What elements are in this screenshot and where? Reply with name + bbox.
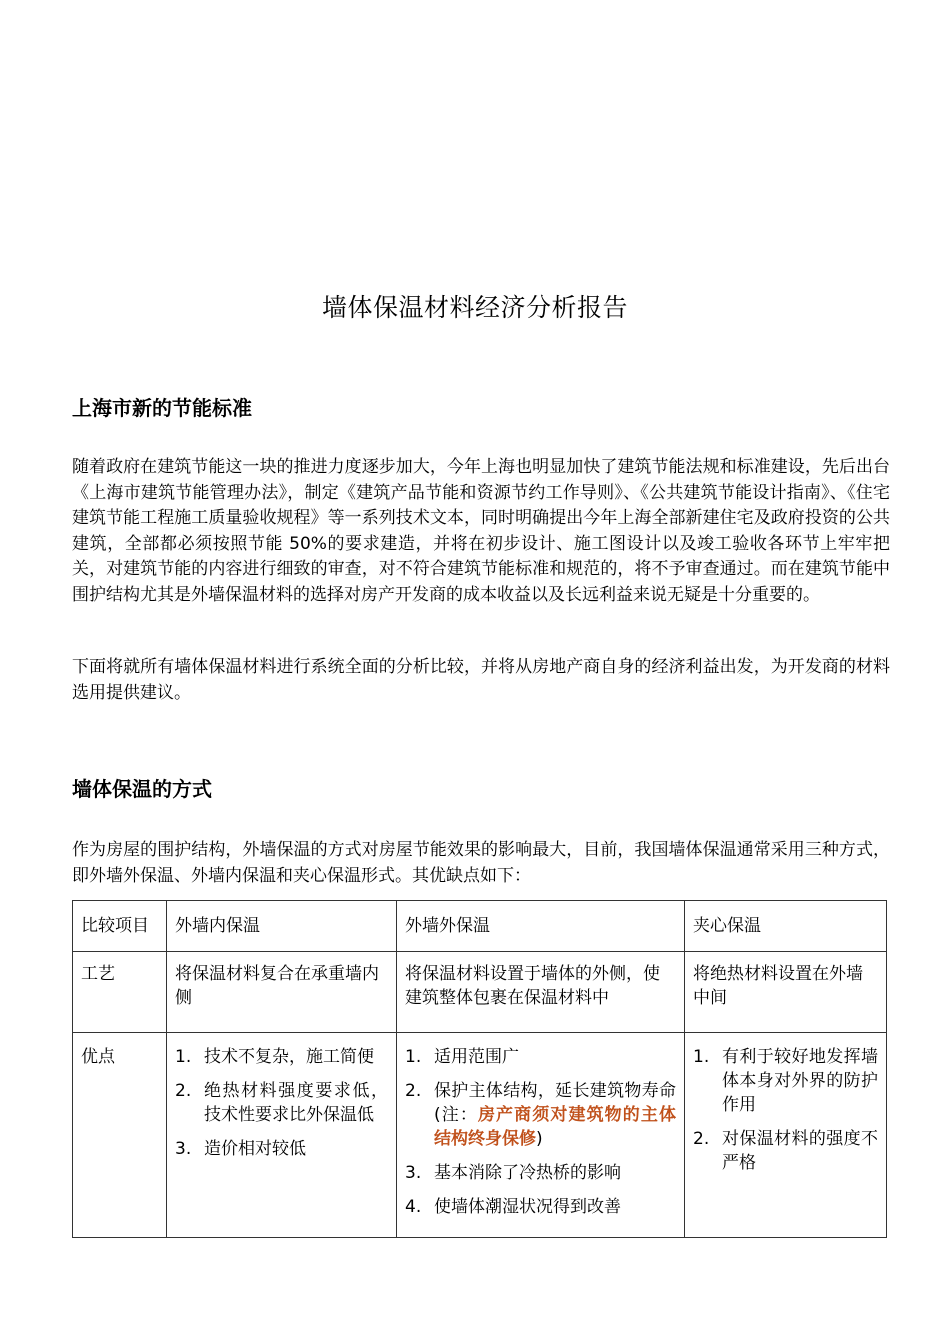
table-row-pros: [73, 1033, 887, 1238]
pros-list: [693, 1045, 878, 1175]
list-item: 4. 使墙体潮湿状况得到改善: [405, 1197, 621, 1217]
pros-list: [405, 1045, 676, 1219]
section-heading-energy-standard: 上海市新的节能标准: [72, 396, 252, 420]
comparison-table: [72, 900, 887, 1238]
header-cell: 外墙外保温: [397, 901, 685, 952]
list-item: 2. 保护主体结构，延长建筑物寿命(注：房产商须对建筑物的主体结构终身保修): [405, 1081, 676, 1149]
list-item: 1. 适用范围广: [405, 1047, 519, 1067]
paragraph-insulation-methods: 作为房屋的围护结构，外墙保温的方式对房屋节能效果的影响最大，目前，我国墙体保温通常采用三种方式，即外墙外保温、外墙内保温和夹心保温形式。其优缺点如下：: [72, 840, 890, 886]
header-cell: 夹心保温: [685, 901, 887, 952]
pros-list: [175, 1045, 388, 1161]
row-label: 优点: [73, 1033, 167, 1238]
cell-inner-pros: [167, 1033, 397, 1238]
page-title: 墙体保温材料经济分析报告: [321, 293, 628, 322]
paragraph-analysis-intro: 下面将就所有墙体保温材料进行系统全面的分析比较，并将从房地产商自身的经济利益出发，为开发商的材料选用提供建议。: [72, 657, 890, 703]
cell-sandwich-craft: 将绝热材料设置在外墙中间: [685, 952, 887, 1033]
list-item: 3. 造价相对较低: [175, 1139, 306, 1159]
list-item: 2. 对保温材料的强度不严格: [693, 1129, 878, 1173]
list-item: 1. 技术不复杂，施工简便: [175, 1047, 374, 1067]
table-row-craft: [73, 952, 887, 1033]
cell-outer-pros: [397, 1033, 685, 1238]
row-label: 工艺: [73, 952, 167, 1033]
paragraph-energy-standard: 随着政府在建筑节能这一块的推进力度逐步加大，今年上海也明显加快了建筑节能法规和标准建设，先后出台《上海市建筑节能管理办法》，制定《建筑产品节能和资源节约工作导则》、《公共建筑节能设计指南》、《住宅建筑节能工程施工质量验收规程》等一系列技术文本，同时明确提出今年上海全部新建住宅及政府投资的公共建筑，全部都必须按照节能 50%的要求建造，并将在初步设计、施工图设计以及竣工验收各环节上牢牢把关，对建筑节能的内容进行细致的审查，对不符合建筑节能标准和规范的，将不予审查通过。而在建筑节能中围护结构尤其是外墙保温材料的选择对房产开发商的成本收益以及长远利益来说无疑是十分重要的。: [72, 457, 890, 605]
header-cell: 比较项目: [73, 901, 167, 952]
table-header-row: [73, 901, 887, 952]
section-heading-insulation-methods: 墙体保温的方式: [72, 777, 212, 801]
highlight-note: 房产商须对建筑物的主体结构终身保修: [434, 1105, 676, 1149]
list-item: 2. 绝热材料强度要求低，技术性要求比外保温低: [175, 1081, 388, 1125]
list-item: 1. 有利于较好地发挥墙体本身对外界的防护作用: [693, 1047, 878, 1115]
cell-outer-craft: 将保温材料设置于墙体的外侧，使建筑整体包裹在保温材料中: [397, 952, 685, 1033]
cell-sandwich-pros: [685, 1033, 887, 1238]
cell-inner-craft: 将保温材料复合在承重墙内侧: [167, 952, 397, 1033]
header-cell: 外墙内保温: [167, 901, 397, 952]
list-item: 3. 基本消除了冷热桥的影响: [405, 1163, 621, 1183]
